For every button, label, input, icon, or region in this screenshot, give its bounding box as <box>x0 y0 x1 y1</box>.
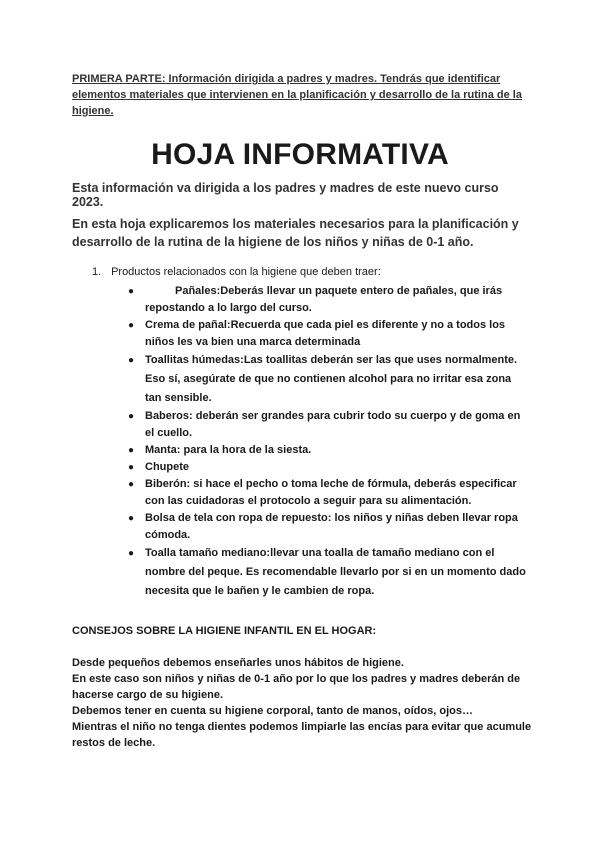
list-item-text: Chupete <box>145 461 189 473</box>
list-item-text: Toallitas húmedas:Las toallitas deberán ser las que uses normalmente. Eso sí, asegúrate de que no contienen alcohol para no irritar esa zona tan sensible. <box>145 354 518 404</box>
list-item-text: Bolsa de tela con ropa de repuesto: los niños y niñas deben llevar ropa cómoda. <box>145 512 518 541</box>
bullet-icon: ● <box>128 445 135 456</box>
list-item-toallitas <box>125 351 530 408</box>
list-item-bolsa <box>125 510 530 544</box>
page-title: HOJA INFORMATIVA <box>151 138 449 171</box>
list-item-text: Manta: para la hora de la siesta. <box>145 444 312 456</box>
list-item-toalla <box>125 544 530 601</box>
bullet-icon: ● <box>128 411 135 422</box>
consejos-line: Desde pequeños debemos enseñarles unos hábitos de higiene. <box>72 657 404 669</box>
lead-paragraph-purpose: En esta hoja explicaremos los materiales necesarios para la planificación y desarrollo de la rutina de la higiene de los niños y niñas de 0-1 año. <box>72 217 519 249</box>
list-item-baberos <box>125 408 530 442</box>
list-item-text: Biberón: si hace el pecho o toma leche de fórmula, deberás especificar con las cuidadoras el protocolo a seguir para su alimentación. <box>145 478 517 507</box>
bullet-icon: ● <box>128 548 135 559</box>
list-item-manta <box>125 442 530 459</box>
consejos-heading: CONSEJOS SOBRE LA HIGIENE INFANTIL EN EL HOGAR: <box>72 625 377 637</box>
list-item-text: Toalla tamaño mediano:llevar una toalla de tamaño mediano con el nombre del peque. Es recomendable llevarlo por si en un momento dado necesita que le bañen y le cambien de ropa. <box>145 547 526 597</box>
list-item-panales <box>125 283 530 317</box>
consejos-line: En este caso son niños y niñas de 0-1 año por lo que los padres y madres deberán de hacerse cargo de su higiene. <box>72 673 521 701</box>
intro-paragraph: PRIMERA PARTE: Información dirigida a padres y madres. Tendrás que identificar elementos materiales que intervienen en la planificación y desarrollo de la rutina de la higiene. <box>72 73 522 117</box>
list-item-text: Pañales:Deberás llevar un paquete entero de pañales, que irás repostando a lo largo del curso. <box>145 285 503 314</box>
list-item-text: Crema de pañal:Recuerda que cada piel es diferente y no a todos los niños les va bien una marca determinada <box>145 319 506 348</box>
consejos-paragraph <box>72 655 532 751</box>
bullet-icon: ● <box>128 286 135 297</box>
list-item-text: Baberos: deberán ser grandes para cubrir todo su cuerpo y de goma en el cuello. <box>145 410 521 439</box>
bullet-icon: ● <box>128 355 135 366</box>
list-item-chupete <box>125 459 530 476</box>
numbered-item <box>92 266 522 278</box>
bullet-icon: ● <box>128 479 135 490</box>
list-item-crema <box>125 317 530 351</box>
consejos-line: Mientras el niño no tenga dientes podemos limpiarle las encías para evitar que acumule restos de leche. <box>72 721 532 749</box>
numbered-item-number: 1. <box>92 266 102 278</box>
lead-paragraph-audience: Esta información va dirigida a los padres y madres de este nuevo curso 2023. <box>72 181 499 209</box>
bullet-icon: ● <box>128 513 135 524</box>
bullet-icon: ● <box>128 462 135 473</box>
list-item-biberon <box>125 476 530 510</box>
bullet-icon: ● <box>128 320 135 331</box>
products-list <box>125 283 530 601</box>
consejos-line: Debemos tener en cuenta su higiene corporal, tanto de manos, oídos, ojos… <box>72 705 473 717</box>
numbered-item-text: Productos relacionados con la higiene que deben traer: <box>111 266 381 278</box>
